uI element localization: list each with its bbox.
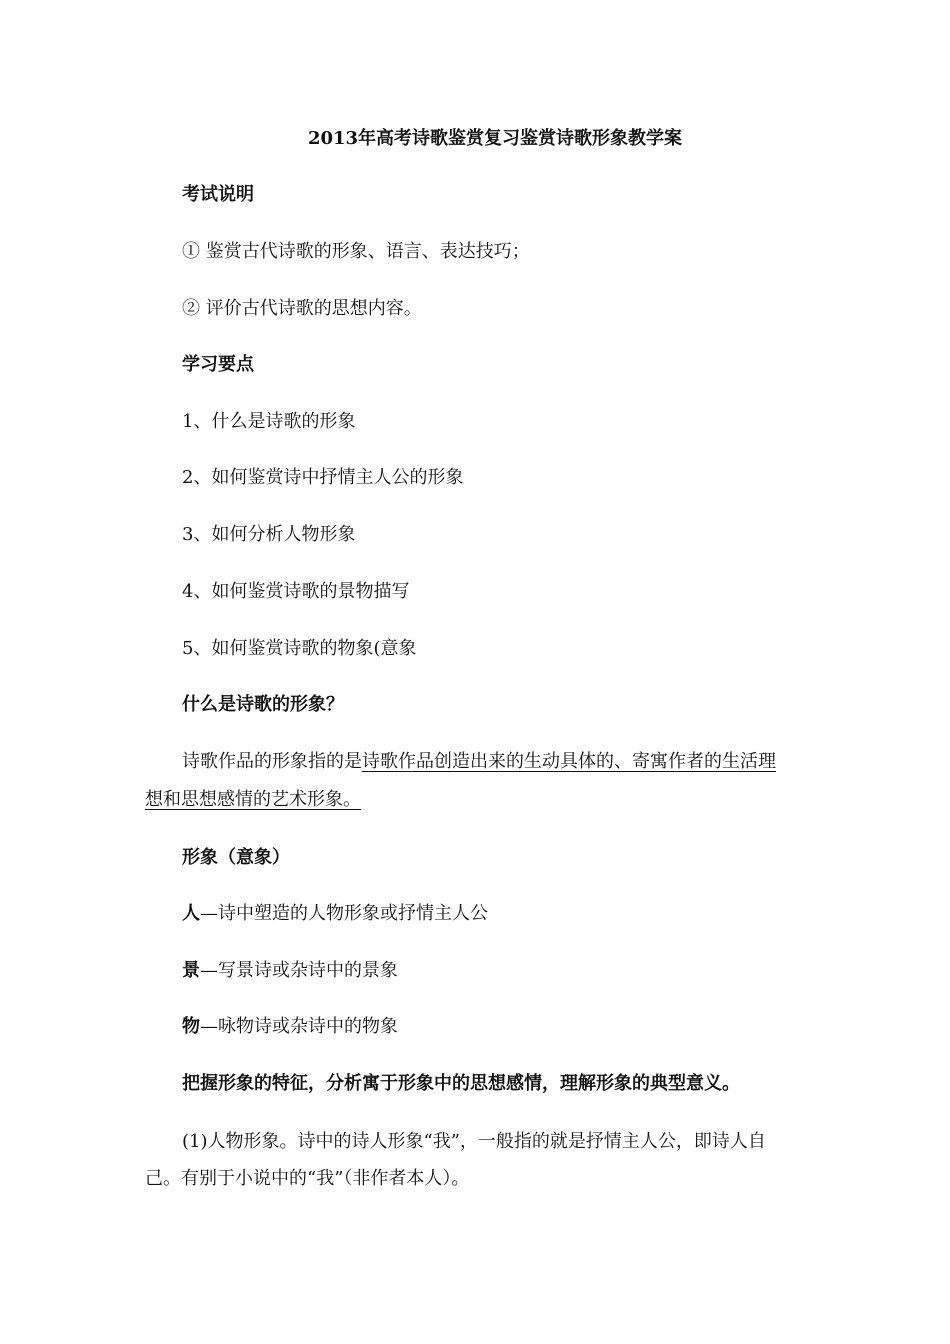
key-point-4: 4、如何鉴赏诗歌的景物描写 xyxy=(182,581,410,602)
image-type-scene-key: 景 xyxy=(182,960,200,981)
image-type-object xyxy=(182,1014,398,1040)
key-point-2: 2、如何鉴赏诗中抒情主人公的形象 xyxy=(182,467,464,488)
definition-heading: 什么是诗歌的形象？ xyxy=(182,694,344,715)
image-type-person-key: 人 xyxy=(182,903,200,924)
character-image-line-2: 己。有别于小说中的“我”（非作者本人）。 xyxy=(145,1168,470,1189)
image-type-object-text: —咏物诗或杂诗中的物象 xyxy=(200,1016,398,1037)
image-type-object-key: 物 xyxy=(182,1016,200,1037)
key-point-3: 3、如何分析人物形象 xyxy=(182,524,356,545)
definition-underlined-1: 诗歌作品创造出来的生动具体的、寄寓作者的生活理 xyxy=(362,751,776,772)
key-points-heading: 学习要点 xyxy=(182,354,254,375)
key-point-5: 5、如何鉴赏诗歌的物象(意象 xyxy=(182,638,417,659)
image-type-scene-text: —写景诗或杂诗中的景象 xyxy=(200,960,398,981)
grasp-statement: 把握形象的特征，分析寓于形象中的思想感情，理解形象的典型意义。 xyxy=(182,1073,740,1094)
definition-line-2 xyxy=(145,787,361,813)
image-type-scene xyxy=(182,958,398,984)
definition-underlined-2: 想和思想感情的艺术形象。 xyxy=(145,789,361,810)
document-title: 2013年高考诗歌鉴赏复习鉴赏诗歌形象教学案 xyxy=(307,128,683,149)
exam-item-2: ② 评价古代诗歌的思想内容。 xyxy=(182,298,422,319)
exam-item-1: ① 鉴赏古代诗歌的形象、语言、表达技巧； xyxy=(182,241,530,262)
exam-section-heading: 考试说明 xyxy=(182,184,254,205)
image-type-person xyxy=(182,901,488,927)
definition-lead: 诗歌作品的形象指的是 xyxy=(182,751,362,772)
key-point-1: 1、什么是诗歌的形象 xyxy=(182,411,356,432)
image-type-person-text: —诗中塑造的人物形象或抒情主人公 xyxy=(200,903,488,924)
definition-line-1 xyxy=(182,749,776,775)
character-image-line-1: (1)人物形象。诗中的诗人形象“我”，一般指的就是抒情主人公，即诗人自 xyxy=(182,1131,766,1152)
image-types-heading: 形象（意象） xyxy=(182,847,290,868)
